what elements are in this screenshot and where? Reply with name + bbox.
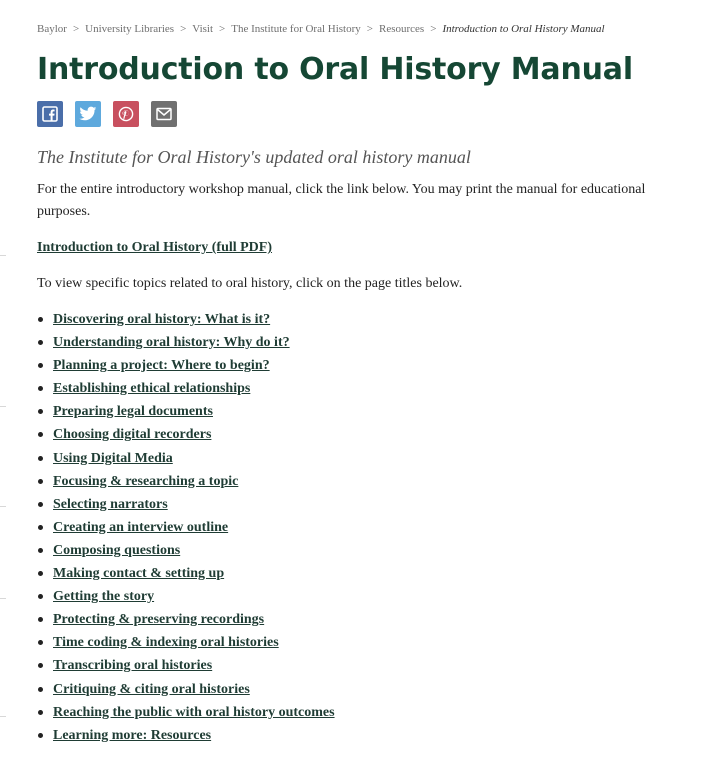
- topic-link[interactable]: Understanding oral history: Why do it?: [53, 335, 290, 351]
- topic-link[interactable]: Composing questions: [53, 542, 181, 558]
- list-item: [37, 516, 697, 539]
- breadcrumb-institute[interactable]: The Institute for Oral History: [231, 23, 361, 35]
- list-item: [37, 701, 697, 724]
- topic-link[interactable]: Protecting & preserving recordings: [53, 612, 265, 628]
- breadcrumb-separator: >: [219, 23, 226, 35]
- topic-link[interactable]: Selecting narrators: [53, 496, 168, 512]
- list-item: [37, 493, 697, 516]
- topic-link[interactable]: Planning a project: Where to begin?: [53, 358, 270, 374]
- edge-mark: [0, 598, 6, 599]
- list-item: [37, 447, 697, 470]
- full-pdf-link[interactable]: Introduction to Oral History (full PDF): [37, 240, 273, 255]
- bullet-icon: [38, 640, 43, 645]
- topic-link[interactable]: Establishing ethical relationships: [53, 381, 251, 397]
- edge-mark: [0, 716, 6, 717]
- bullet-icon: [38, 525, 43, 530]
- twitter-icon: [79, 106, 97, 122]
- topic-link[interactable]: Critiquing & citing oral histories: [53, 681, 250, 697]
- breadcrumb-university-libraries[interactable]: University Libraries: [85, 23, 175, 35]
- list-item: [37, 678, 697, 701]
- topic-link[interactable]: Creating an interview outline: [53, 519, 229, 535]
- edge-mark: [0, 406, 6, 407]
- list-item: [37, 377, 697, 400]
- bullet-icon: [38, 432, 43, 437]
- breadcrumb-current: Introduction to Oral History Manual: [442, 23, 605, 35]
- list-item: [37, 724, 697, 747]
- topic-link[interactable]: Using Digital Media: [53, 450, 173, 466]
- bullet-icon: [38, 571, 43, 576]
- bullet-icon: [38, 409, 43, 414]
- breadcrumb: [37, 21, 697, 37]
- topic-link[interactable]: Making contact & setting up: [53, 566, 225, 582]
- breadcrumb-separator: >: [430, 23, 437, 35]
- bullet-icon: [38, 733, 43, 738]
- list-item: [37, 608, 697, 631]
- bullet-icon: [38, 456, 43, 461]
- bullet-icon: [38, 317, 43, 322]
- breadcrumb-separator: >: [180, 23, 187, 35]
- main-content: [37, 0, 697, 747]
- list-item: [37, 354, 697, 377]
- list-item: [37, 562, 697, 585]
- bullet-icon: [38, 617, 43, 622]
- list-item: [37, 423, 697, 446]
- bullet-icon: [38, 548, 43, 553]
- bullet-icon: [38, 363, 43, 368]
- edge-mark: [0, 255, 6, 256]
- bullet-icon: [38, 663, 43, 668]
- topic-link[interactable]: Time coding & indexing oral histories: [53, 635, 279, 651]
- topic-link[interactable]: Choosing digital recorders: [53, 427, 212, 443]
- topic-link[interactable]: Focusing & researching a topic: [53, 473, 239, 489]
- list-item: [37, 539, 697, 562]
- topic-link[interactable]: Getting the story: [53, 589, 155, 605]
- list-item: [37, 470, 697, 493]
- topic-link[interactable]: Preparing legal documents: [53, 404, 213, 420]
- bullet-icon: [38, 340, 43, 345]
- pinterest-icon: [118, 106, 134, 122]
- topics-intro: To view specific topics related to oral history, click on the page titles below.: [37, 276, 463, 291]
- breadcrumb-separator: >: [366, 23, 373, 35]
- page-subtitle: The Institute for Oral History's updated oral history manual: [37, 147, 471, 167]
- email-share-button[interactable]: [151, 101, 177, 127]
- breadcrumb-separator: >: [72, 23, 80, 35]
- twitter-share-button[interactable]: [75, 101, 101, 127]
- breadcrumb-resources[interactable]: Resources: [379, 23, 425, 35]
- list-item: [37, 654, 697, 677]
- bullet-icon: [38, 386, 43, 391]
- share-buttons: [37, 101, 697, 127]
- breadcrumb-baylor[interactable]: Baylor: [37, 23, 67, 35]
- list-item: [37, 631, 697, 654]
- facebook-icon: [42, 106, 58, 122]
- topic-link[interactable]: Discovering oral history: What is it?: [53, 312, 271, 327]
- page-title: Introduction to Oral History Manual: [37, 52, 633, 87]
- bullet-icon: [38, 594, 43, 599]
- bullet-icon: [38, 479, 43, 484]
- list-item: [37, 308, 697, 331]
- bullet-icon: [38, 502, 43, 507]
- facebook-share-button[interactable]: [37, 101, 63, 127]
- edge-mark: [0, 506, 6, 507]
- topic-list: [37, 308, 697, 747]
- intro-paragraph: For the entire introductory workshop manual, click the link below. You may print the manual for educational purposes.: [37, 182, 646, 219]
- list-item: [37, 331, 697, 354]
- list-item: [37, 585, 697, 608]
- breadcrumb-visit[interactable]: Visit: [192, 23, 214, 35]
- topic-link[interactable]: Transcribing oral histories: [53, 658, 213, 674]
- topic-link[interactable]: Learning more: Resources: [53, 727, 212, 743]
- bullet-icon: [38, 687, 43, 692]
- email-icon: [156, 107, 172, 121]
- bullet-icon: [38, 710, 43, 715]
- pinterest-share-button[interactable]: [113, 101, 139, 127]
- list-item: [37, 400, 697, 423]
- topic-link[interactable]: Reaching the public with oral history outcomes: [53, 704, 335, 720]
